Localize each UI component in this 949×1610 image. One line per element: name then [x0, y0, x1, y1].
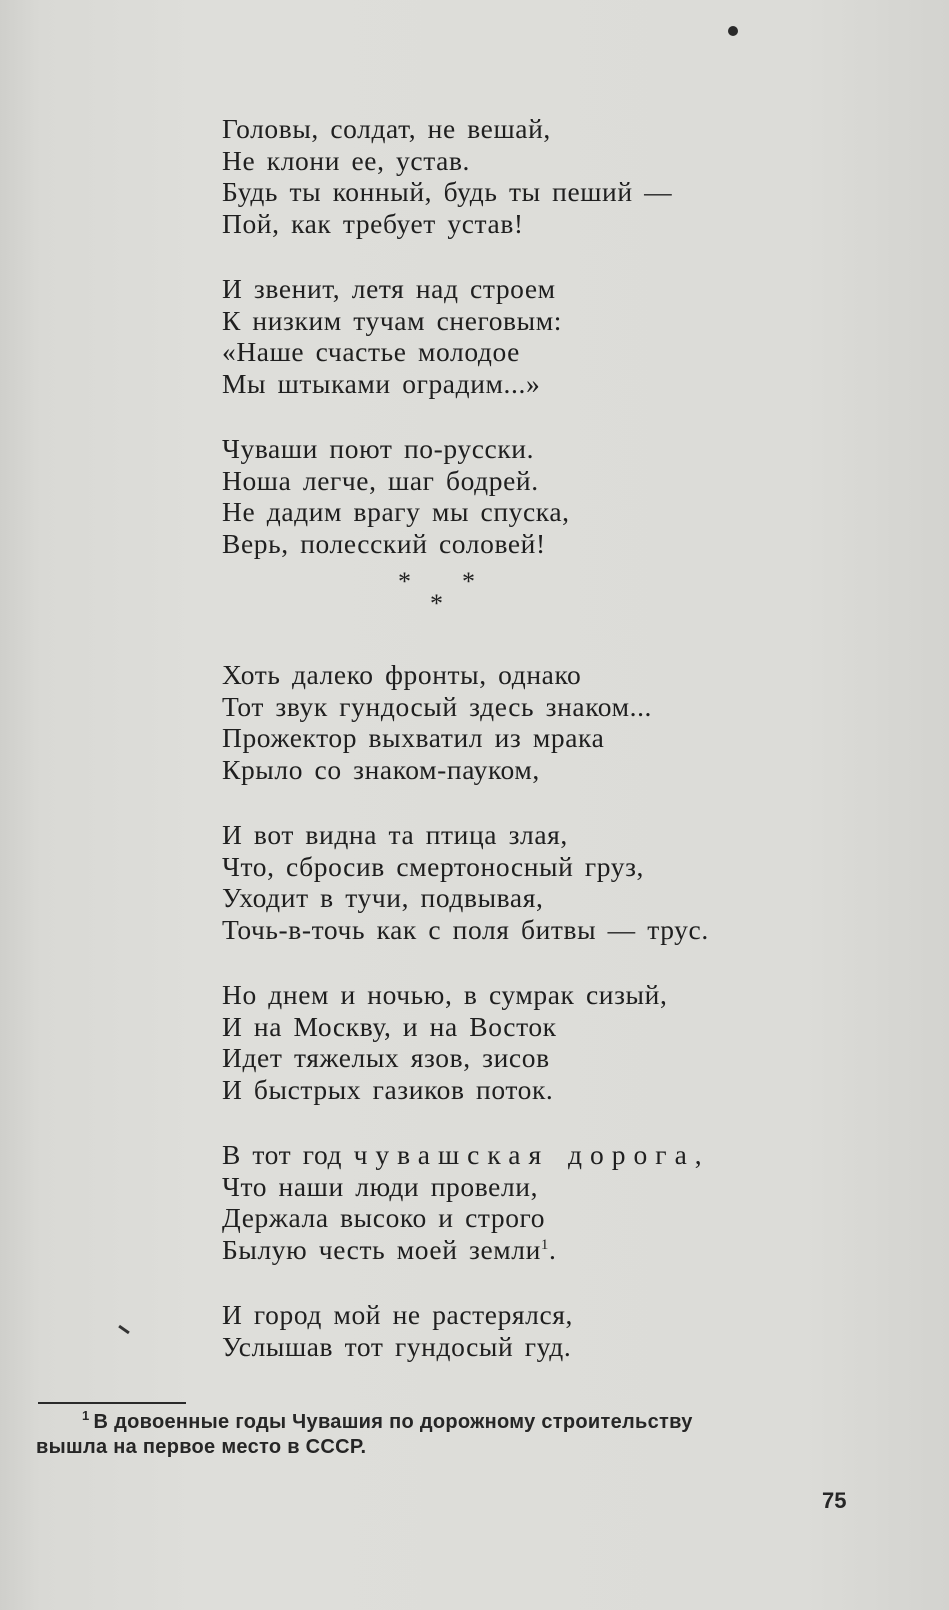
stray-mark [118, 1325, 130, 1334]
poem-line: Крыло со знаком-пауком, [222, 753, 540, 785]
poem-line: Верь, полесский соловей! [222, 527, 546, 559]
poem-line: И город мой не растерялся, [222, 1299, 574, 1330]
poem-line: Мы штыками оградим...» [222, 367, 541, 399]
footnote-line [36, 1410, 856, 1435]
poem-line: Идет тяжелых язов, зисов [222, 1042, 550, 1073]
poem-line: Ноша легче, шаг бодрей. [222, 464, 539, 496]
poem-line: Пой, как требует устав! [222, 207, 524, 239]
stanza [222, 659, 862, 785]
stanza [222, 273, 862, 399]
stanza [222, 113, 862, 239]
poem-line: В тот год чувашская дорога, [222, 1139, 703, 1170]
poem-line: Тот звук гундосый здесь знаком... [222, 690, 653, 722]
stanza [222, 819, 862, 945]
stanza [222, 433, 862, 559]
stanza [222, 1299, 862, 1362]
poem-line: И на Москву, и на Восток [222, 1010, 557, 1042]
poem-line: «Наше счастье молодое [222, 336, 520, 367]
footnote-rule [38, 1402, 186, 1404]
poem-line: И звенит, летя над строем [222, 273, 556, 304]
poem-line: Точь-в-точь как с поля битвы — трус. [222, 913, 709, 945]
ink-dot [728, 26, 738, 36]
poem-line: Прожектор выхватил из мрака [222, 722, 605, 753]
stanza [222, 979, 862, 1105]
poem-line: Хоть далеко фронты, однако [222, 659, 582, 690]
page-number: 75 [822, 1488, 847, 1513]
poem-line: Головы, солдат, не вешай, [222, 113, 551, 144]
poem-line: К низким тучам снеговым: [222, 304, 562, 336]
poem-line: Услышав тот гундосый гуд. [222, 1330, 572, 1362]
footnote [36, 1410, 856, 1460]
poem-line: И быстрых газиков поток. [222, 1073, 554, 1105]
poem-line: Чуваши поют по-русски. [222, 433, 535, 464]
poem-line: Не клони ее, устав. [222, 144, 471, 176]
poem-line: Уходит в тучи, подвывая, [222, 882, 544, 913]
poem-line: Что, сбросив смертоносный груз, [222, 850, 645, 882]
asterisk: * [398, 567, 411, 596]
poem-line: И вот видна та птица злая, [222, 819, 568, 850]
footnote-number: 1 [82, 1408, 90, 1424]
asterisk: * [462, 567, 475, 596]
footnote-marker: 1 [540, 1236, 550, 1253]
line-start: В тот год [222, 1139, 354, 1170]
spaced-emphasis: чувашская дорога [353, 1139, 695, 1170]
poem-line: Держала высоко и строго [222, 1202, 546, 1233]
poem-line: Но днем и ночью, в сумрак сизый, [222, 979, 668, 1010]
stanza [222, 1139, 862, 1265]
asterisk: * [430, 589, 443, 618]
footnote-text: В довоенные годы Чувашия по дорожному строительству [93, 1411, 693, 1433]
poem-line: Будь ты конный, будь ты пеший — [222, 176, 673, 207]
line-text: Былую честь моей земли [222, 1233, 541, 1265]
poem-line: Не дадим врагу мы спуска, [222, 496, 570, 527]
asterism-divider [222, 569, 862, 635]
poem-line: Былую честь моей земли$^1$. [222, 1233, 557, 1265]
poem-line: Что наши люди провели, [222, 1170, 539, 1202]
footnote-line: вышла на первое место в СССР. [36, 1436, 367, 1458]
poem [222, 113, 862, 1396]
